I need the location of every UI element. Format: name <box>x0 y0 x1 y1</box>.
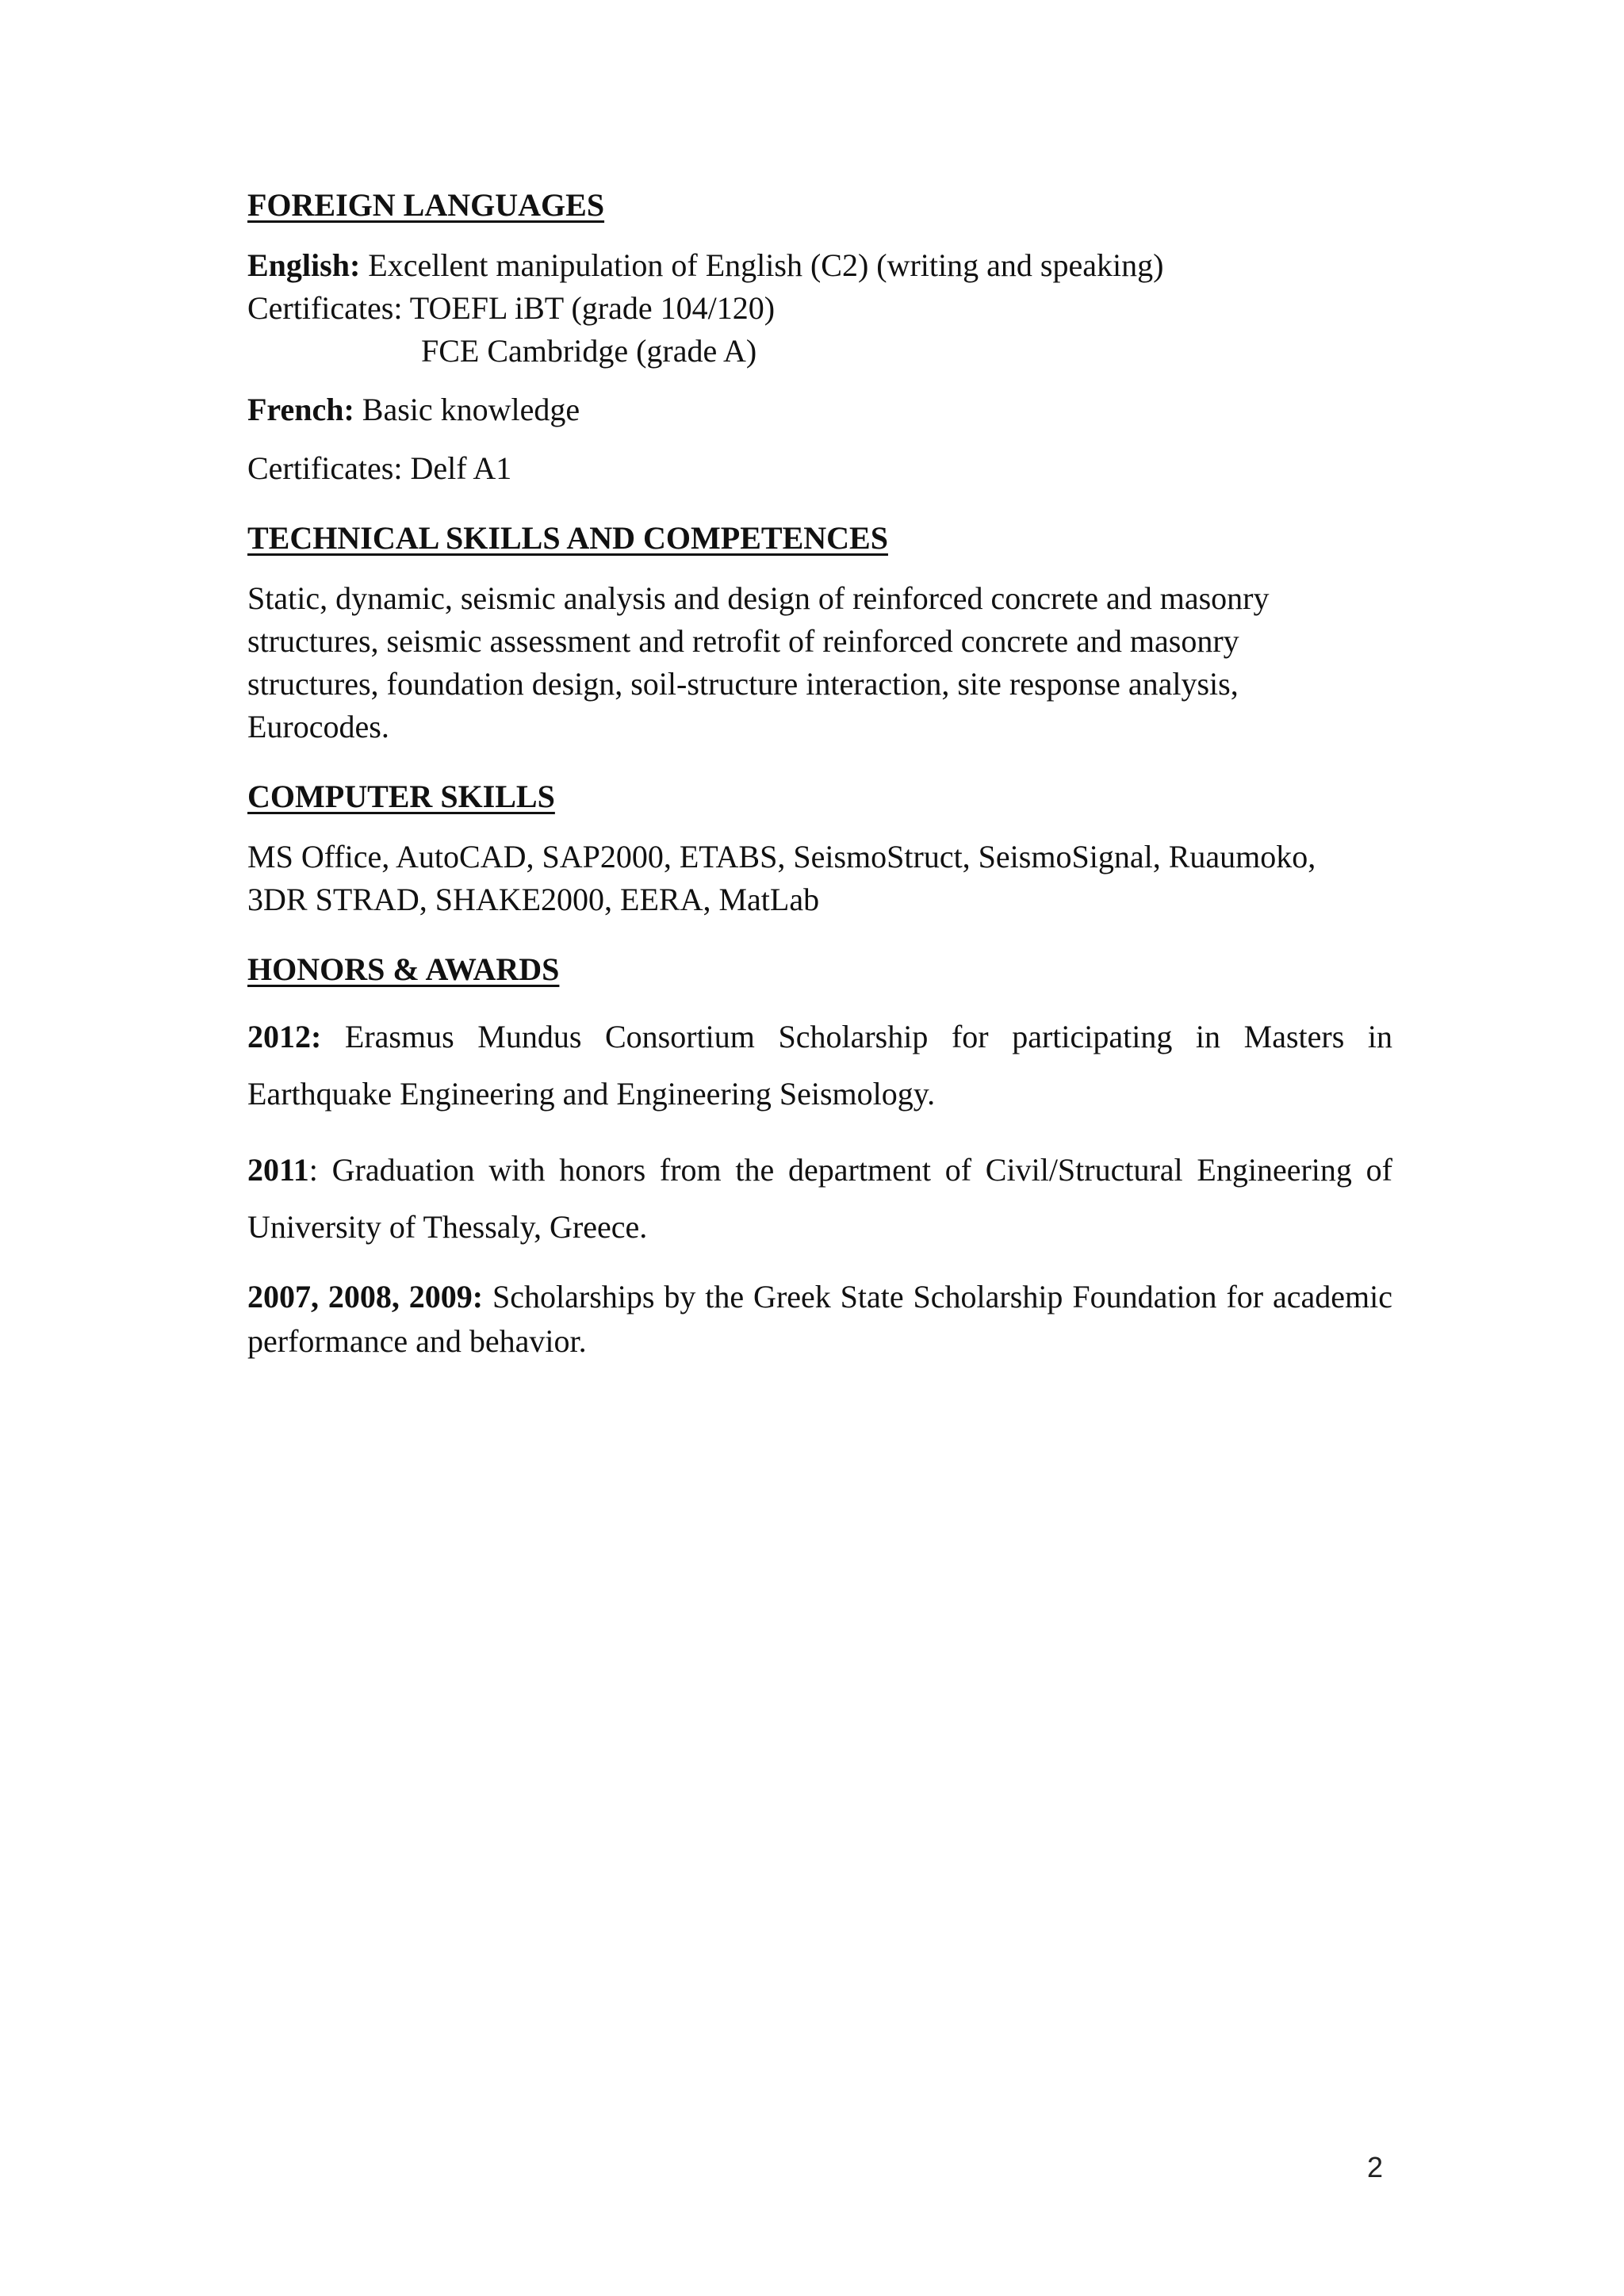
award-item <box>247 1008 1392 1123</box>
award-item <box>247 1275 1392 1364</box>
page-content <box>247 184 1392 1364</box>
computer-skills-line: MS Office, AutoCAD, SAP2000, ETABS, SeismoStruct, SeismoSignal, Ruaumoko, <box>247 839 1316 874</box>
award-year: 2007, 2008, 2009: <box>247 1279 484 1314</box>
award-text: Scholarships by the Greek State Scholarship Foundation for academic performance and behavior. <box>247 1279 1393 1359</box>
english-line <box>247 244 1392 287</box>
technical-skills-line: Eurocodes. <box>247 709 389 744</box>
award-text: : Graduation with honors from the department of Civil/Structural Engineering of University of Thessaly, Greece. <box>247 1152 1392 1245</box>
french-line <box>247 388 1392 431</box>
english-label: English: <box>247 247 361 283</box>
english-certificates-line: Certificates: TOEFL iBT (grade 104/120) <box>247 290 776 326</box>
technical-skills-heading: TECHNICAL SKILLS AND COMPETENCES <box>247 520 888 556</box>
award-text: Erasmus Mundus Consortium Scholarship for participating in Masters in Earthquake Engineering and Engineering Seismology. <box>247 1019 1392 1112</box>
french-text: Basic knowledge <box>362 392 580 427</box>
award-year: 2011 <box>247 1152 309 1188</box>
english-certificates-line-2: FCE Cambridge (grade A) <box>421 333 757 369</box>
french-label: French: <box>247 392 354 427</box>
computer-skills-heading: COMPUTER SKILLS <box>247 779 555 814</box>
honors-awards-section <box>247 948 1392 1364</box>
french-certificates-line: Certificates: Delf A1 <box>247 450 512 486</box>
technical-skills-line: structures, foundation design, soil-structure interaction, site response analysis, <box>247 666 1239 702</box>
technical-skills-line: Static, dynamic, seismic analysis and design of reinforced concrete and masonry <box>247 580 1270 616</box>
foreign-languages-heading: FOREIGN LANGUAGES <box>247 187 605 223</box>
page-number: 2 <box>1367 2151 1384 2183</box>
honors-awards-heading: HONORS & AWARDS <box>247 951 560 987</box>
award-year: 2012: <box>247 1019 322 1054</box>
technical-skills-section <box>247 517 1392 748</box>
award-item <box>247 1142 1392 1256</box>
computer-skills-section <box>247 775 1392 921</box>
foreign-languages-section <box>247 184 1392 490</box>
computer-skills-line: 3DR STRAD, SHAKE2000, EERA, MatLab <box>247 882 820 917</box>
technical-skills-line: structures, seismic assessment and retrofit of reinforced concrete and masonry <box>247 623 1239 659</box>
english-text: Excellent manipulation of English (C2) (writing and speaking) <box>368 247 1164 283</box>
